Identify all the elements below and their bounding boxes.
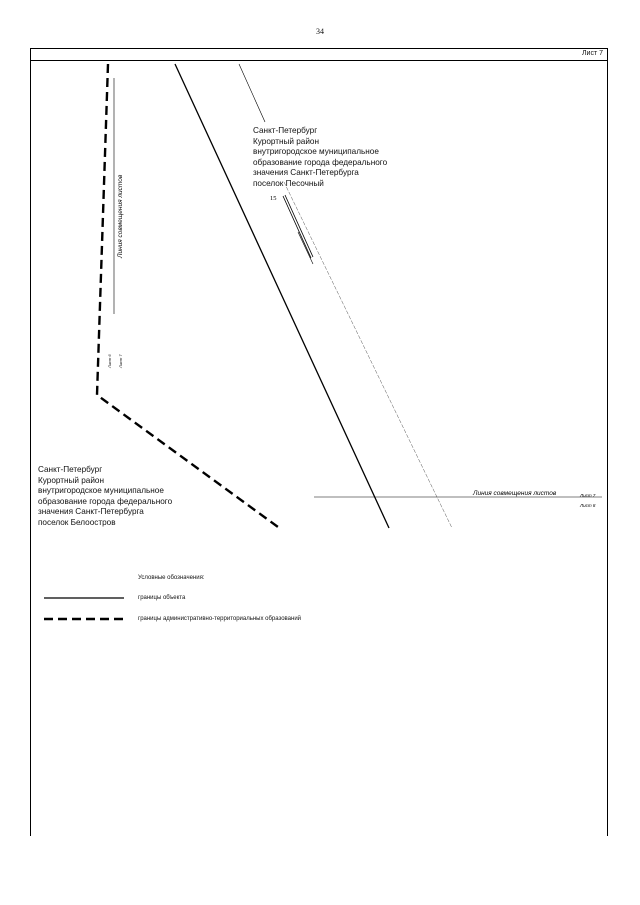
area-line: Курортный район [253, 136, 320, 146]
vertical-match-label: Линия совмещения листов [117, 174, 124, 258]
area-line: образование города федерального [253, 157, 388, 167]
area-line: Курортный район [38, 475, 105, 485]
sheet-label: Лист 7 [581, 50, 603, 57]
area-line: внутригородское муниципальное [253, 147, 379, 157]
area-line: Санкт-Петербург [253, 126, 318, 135]
page-number: 34 [316, 27, 324, 36]
area-line: значения Санкт-Петербурга [253, 168, 359, 178]
area-line: поселок Песочный [253, 178, 324, 188]
area-label-pesochny [253, 126, 387, 190]
area-label-beloostrov [38, 465, 172, 529]
area-line: внутригородское муниципальное [38, 486, 164, 496]
legend-object-boundary-label: границы объекта [138, 595, 186, 601]
area-line: значения Санкт-Петербурга [38, 507, 144, 517]
horizontal-match-sheet-b: Лист 8 [580, 503, 596, 508]
point-15-label: 15 [270, 195, 277, 202]
vertical-match-sheet-a: Лист 6 [107, 354, 112, 368]
horizontal-match-label: Линия совмещения листов [473, 490, 557, 497]
legend-title: Условные обозначения: [138, 575, 205, 581]
area-line: образование города федерального [38, 496, 173, 506]
feature-15-line-a [283, 196, 311, 258]
area-line: Санкт-Петербург [38, 465, 103, 474]
vertical-match-sheet-b: Лист 7 [118, 354, 123, 368]
admin-boundary-line [97, 64, 278, 527]
horizontal-match-sheet-a: Лист 7 [580, 493, 596, 498]
thin-line-upper [239, 64, 265, 122]
legend-admin-boundary-label: границы административно-территориальных образований [138, 616, 302, 622]
area-line: поселок Белоостров [38, 517, 116, 527]
feature-15-line-b [285, 195, 313, 257]
